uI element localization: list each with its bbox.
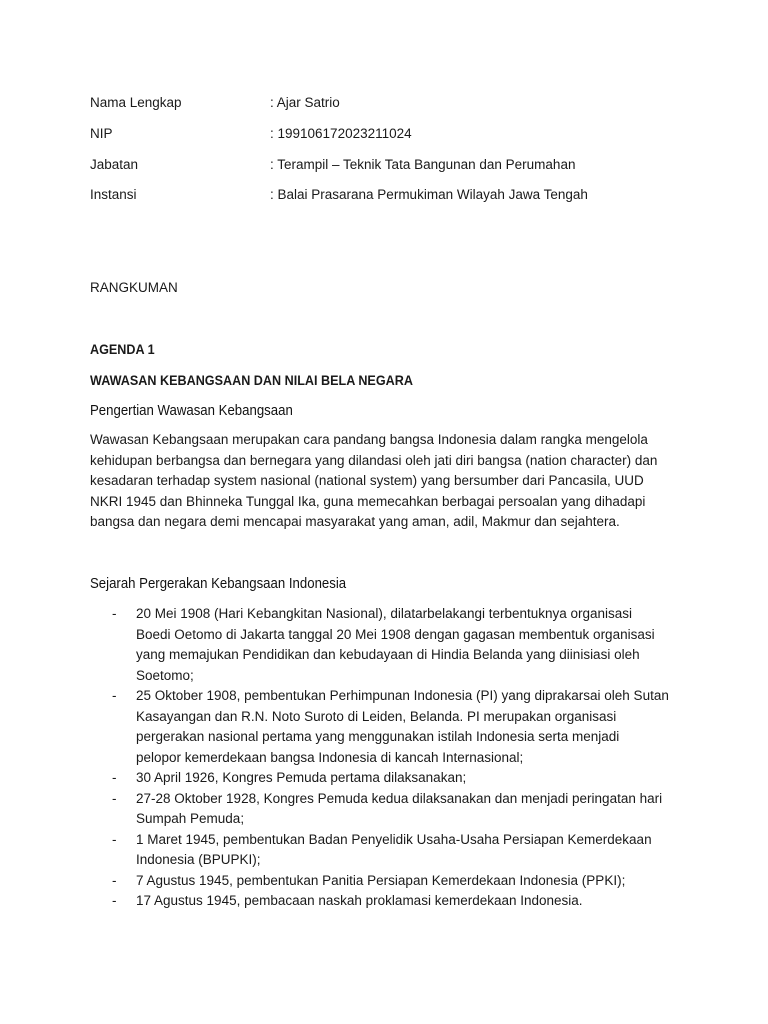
paragraph-line: bangsa dan negara demi mencapai masyarakat yang aman, adil, Makmur dan sejahtera. — [90, 514, 620, 529]
dash-marker: - — [112, 831, 117, 847]
agenda-title: AGENDA 1 — [90, 341, 155, 357]
identity-value: : Balai Prasarana Permukiman Wilayah Jawa Tengah — [270, 187, 588, 202]
list-item — [90, 789, 690, 830]
list-item-line: Boedi Oetomo di Jakarta tanggal 20 Mei 1908 dengan gagasan membentuk organisasi — [136, 626, 655, 642]
dash-marker: - — [112, 893, 117, 908]
identity-label: Jabatan — [90, 157, 139, 172]
list-item — [90, 871, 690, 892]
identity-value: : Terampil – Teknik Tata Bangunan dan Perumahan — [270, 157, 576, 172]
list-item-line: Kasayangan dan R.N. Noto Suroto di Leiden, Belanda. PI merupakan organisasi — [136, 708, 617, 724]
list-item-line: 20 Mei 1908 (Hari Kebangkitan Nasional), dilatarbelakangi terbentuknya organisasi — [136, 606, 633, 621]
identity-label: NIP — [90, 126, 113, 141]
identity-label: Instansi — [90, 187, 137, 202]
paragraph-line: Wawasan Kebangsaan merupakan cara pandang bangsa Indonesia dalam rangka mengelola — [90, 432, 648, 447]
list-item — [90, 604, 690, 686]
paragraph-line: NKRI 1945 dan Bhinneka Tunggal Ika, guna memecahkan berbagai persoalan yang dihadapi — [90, 493, 646, 509]
list-item-line: yang memajukan Pendidikan dan kebudayaan di Hindia Belanda yang diinisiasi oleh — [136, 647, 640, 662]
list-item-line: 25 Oktober 1908, pembentukan Perhimpunan Indonesia (PI) yang diprakarsai oleh Sutan — [136, 688, 669, 703]
dash-marker: - — [112, 688, 117, 703]
section-heading-history: Sejarah Pergerakan Kebangsaan Indonesia — [90, 575, 347, 592]
list-item-line: 7 Agustus 1945, pembentukan Panitia Persiapan Kemerdekaan Indonesia (PPKI); — [136, 872, 626, 888]
dash-marker: - — [112, 872, 117, 888]
paragraph-line: kehidupan berbangsa dan bernegara yang dilandasi oleh jati diri bangsa (nation character) dan — [90, 452, 658, 468]
section-heading-definition: Pengertian Wawasan Kebangsaan — [90, 402, 293, 419]
list-item-line: pergerakan nasional pertama yang menggunakan istilah Indonesia serta menjadi — [136, 729, 620, 744]
identity-value: : Ajar Satrio — [270, 95, 340, 110]
list-item-line: 27-28 Oktober 1928, Kongres Pemuda kedua dilaksanakan dan menjadi peringatan hari — [136, 790, 663, 806]
list-item-line: Indonesia (BPUPKI); — [136, 852, 261, 867]
summary-label: RANGKUMAN — [90, 280, 178, 295]
list-item-line: 30 April 1926, Kongres Pemuda pertama dilaksanakan; — [136, 770, 467, 785]
paragraph-line: kesadaran terhadap system nasional (national system) yang bersumber dari Pancasila, UUD — [90, 473, 644, 488]
list-item — [90, 830, 690, 871]
list-item — [90, 891, 690, 912]
list-item — [90, 686, 690, 768]
list-item-line: Sumpah Pemuda; — [136, 811, 245, 826]
dash-marker: - — [112, 606, 117, 621]
list-item-line: pelopor kemerdekaan bangsa Indonesia di kancah Internasional; — [136, 749, 524, 765]
list-item — [90, 768, 690, 789]
dash-marker: - — [112, 770, 117, 785]
agenda-subtitle: WAWASAN KEBANGSAAN DAN NILAI BELA NEGARA — [90, 372, 413, 388]
identity-value: : 199106172023211024 — [270, 126, 412, 141]
definition-paragraph — [90, 430, 680, 533]
list-item-line: Soetomo; — [136, 667, 194, 683]
list-item-line: 1 Maret 1945, pembentukan Badan Penyelidik Usaha-Usaha Persiapan Kemerdekaan — [136, 831, 652, 847]
dash-marker: - — [112, 790, 117, 806]
history-list — [90, 604, 690, 912]
identity-label: Nama Lengkap — [90, 95, 182, 110]
list-item-line: 17 Agustus 1945, pembacaan naskah proklamasi kemerdekaan Indonesia. — [136, 893, 583, 908]
